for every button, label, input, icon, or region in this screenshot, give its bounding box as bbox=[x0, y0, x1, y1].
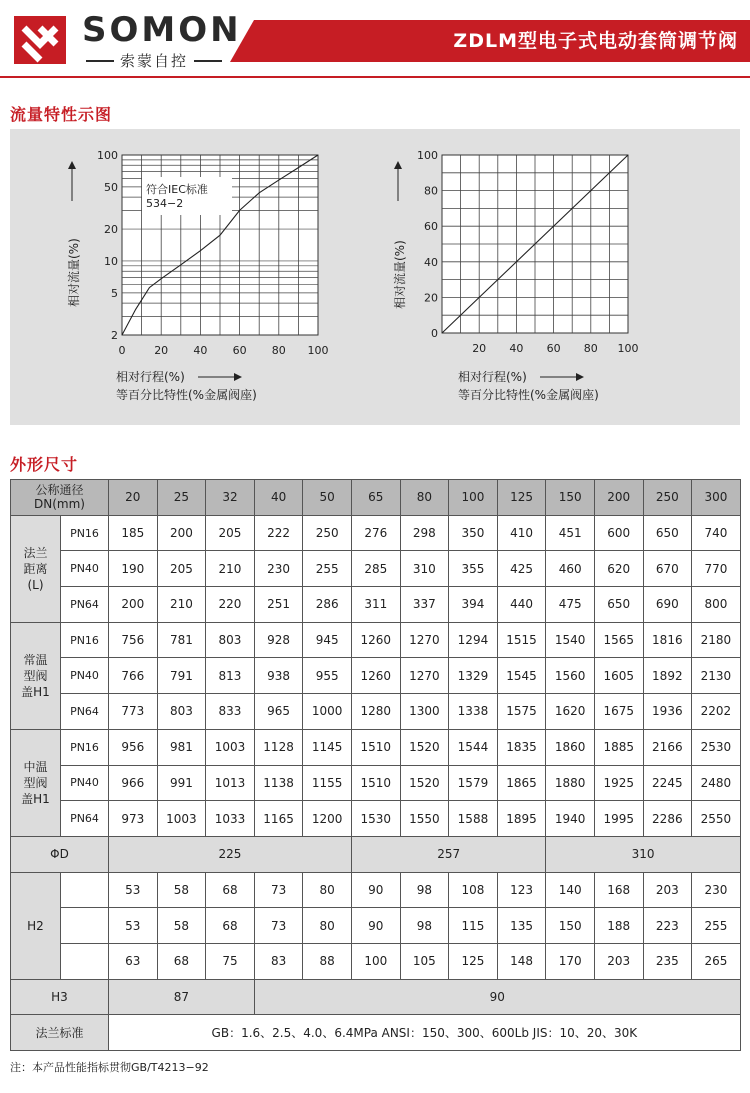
pressure-class: PN64 bbox=[61, 694, 109, 730]
chart1-y-tick: 2 bbox=[111, 329, 118, 342]
table-cell: 966 bbox=[109, 765, 158, 801]
chart1-x-tick: 80 bbox=[271, 344, 286, 357]
table-cell: 200 bbox=[157, 515, 206, 551]
table-cell: 98 bbox=[400, 872, 449, 908]
table-cell: 650 bbox=[643, 515, 692, 551]
h2-row bbox=[11, 943, 741, 979]
table-cell: 210 bbox=[206, 551, 255, 587]
table-cell: 833 bbox=[206, 694, 255, 730]
dn-header-cell: 80 bbox=[400, 480, 449, 516]
chart2-x-tick: 40 bbox=[509, 342, 524, 355]
chart1-x-label: 相对行程(%) bbox=[116, 370, 185, 384]
dn-header-label: 公称通径 DN(mm) bbox=[11, 480, 109, 516]
table-cell: 991 bbox=[157, 765, 206, 801]
table-cell: 1545 bbox=[497, 658, 546, 694]
dn-header-cell: 250 bbox=[643, 480, 692, 516]
table-cell: 1155 bbox=[303, 765, 352, 801]
table-cell: 222 bbox=[254, 515, 303, 551]
pressure-class: PN16 bbox=[61, 622, 109, 658]
table-cell: 1280 bbox=[351, 694, 400, 730]
table-cell: 203 bbox=[643, 872, 692, 908]
h3-label: H3 bbox=[11, 979, 109, 1015]
brand-subtitle-text: 索蒙自控 bbox=[120, 52, 189, 70]
group-label: 中温 型阀 盖H1 bbox=[11, 729, 61, 836]
table-cell: 803 bbox=[206, 622, 255, 658]
pressure-class: PN40 bbox=[61, 765, 109, 801]
table-cell: 203 bbox=[594, 943, 643, 979]
phi-d-value: 310 bbox=[546, 836, 740, 872]
table-cell: 58 bbox=[157, 872, 206, 908]
flange-value: GB：1.6、2.5、4.0、6.4MPa ANSI：150、300、600Lb JIS：10、20、30K bbox=[109, 1015, 741, 1051]
divider bbox=[194, 60, 222, 62]
table-cell: 965 bbox=[254, 694, 303, 730]
table-cell: 1588 bbox=[449, 801, 498, 837]
divider bbox=[86, 60, 114, 62]
table-cell: 766 bbox=[109, 658, 158, 694]
table-cell: 2166 bbox=[643, 729, 692, 765]
table-cell: 190 bbox=[109, 551, 158, 587]
table-cell: 1200 bbox=[303, 801, 352, 837]
h3-row bbox=[11, 979, 741, 1015]
chart2-y-label: 相对流量(%) bbox=[393, 240, 407, 309]
chart2-y-tick: 100 bbox=[417, 149, 438, 162]
table-cell: 83 bbox=[254, 943, 303, 979]
table-cell: 2286 bbox=[643, 801, 692, 837]
phi-d-value: 225 bbox=[109, 836, 352, 872]
somon-logo-icon bbox=[10, 14, 70, 66]
table-cell: 1885 bbox=[594, 729, 643, 765]
table-cell: 440 bbox=[497, 587, 546, 623]
table-cell: 337 bbox=[400, 587, 449, 623]
table-cell: 956 bbox=[109, 729, 158, 765]
table-cell: 298 bbox=[400, 515, 449, 551]
table-cell: 1995 bbox=[594, 801, 643, 837]
table-cell: 1003 bbox=[157, 801, 206, 837]
table-cell: 68 bbox=[206, 872, 255, 908]
table-cell: 1329 bbox=[449, 658, 498, 694]
table-cell: 1865 bbox=[497, 765, 546, 801]
table-cell: 620 bbox=[594, 551, 643, 587]
table-cell: 1540 bbox=[546, 622, 595, 658]
table-cell: 170 bbox=[546, 943, 595, 979]
table-cell: 255 bbox=[692, 908, 741, 944]
table-cell: 1003 bbox=[206, 729, 255, 765]
table-row bbox=[11, 587, 741, 623]
chart2-y-tick: 80 bbox=[424, 184, 438, 198]
table-cell: 451 bbox=[546, 515, 595, 551]
table-cell: 125 bbox=[449, 943, 498, 979]
chart1-x-tick: 0 bbox=[118, 344, 126, 357]
table-cell: 210 bbox=[157, 587, 206, 623]
table-cell: 286 bbox=[303, 587, 352, 623]
group-label: 法兰 距离 (L) bbox=[11, 515, 61, 622]
table-cell: 1550 bbox=[400, 801, 449, 837]
table-cell: 1560 bbox=[546, 658, 595, 694]
chart2-x-label: 相对行程(%) bbox=[458, 370, 527, 384]
dn-header-cell: 20 bbox=[109, 480, 158, 516]
table-cell: 220 bbox=[206, 587, 255, 623]
table-cell: 123 bbox=[497, 872, 546, 908]
table-cell: 88 bbox=[303, 943, 352, 979]
chart2-x-tick: 80 bbox=[583, 342, 598, 355]
table-cell: 1128 bbox=[254, 729, 303, 765]
table-cell: 75 bbox=[206, 943, 255, 979]
brand-name: SOMON bbox=[82, 10, 242, 50]
table-cell: 350 bbox=[449, 515, 498, 551]
flow-section-title: 流量特性示图 bbox=[10, 105, 113, 124]
table-cell: 250 bbox=[303, 515, 352, 551]
table-cell: 1338 bbox=[449, 694, 498, 730]
table-cell: 1013 bbox=[206, 765, 255, 801]
table-row bbox=[11, 729, 741, 765]
chart2-x-tick: 100 bbox=[617, 342, 639, 355]
phi-d-value: 257 bbox=[351, 836, 545, 872]
dn-header-cell: 100 bbox=[449, 480, 498, 516]
flange-label: 法兰标准 bbox=[11, 1015, 109, 1051]
table-cell: 945 bbox=[303, 622, 352, 658]
h2-row bbox=[11, 908, 741, 944]
dn-header-cell: 200 bbox=[594, 480, 643, 516]
chart1-y-label: 相对流量(%) bbox=[67, 238, 81, 307]
table-cell: 1925 bbox=[594, 765, 643, 801]
chart2-y-tick: 60 bbox=[424, 220, 438, 234]
table-cell: 276 bbox=[351, 515, 400, 551]
table-cell: 73 bbox=[254, 872, 303, 908]
table-cell: 955 bbox=[303, 658, 352, 694]
chart1-y-tick: 20 bbox=[104, 223, 118, 237]
h2-row bbox=[11, 872, 741, 908]
chart2-y-tick: 40 bbox=[424, 255, 438, 269]
table-cell: 1033 bbox=[206, 801, 255, 837]
table-cell: 1000 bbox=[303, 694, 352, 730]
chart1-y-tick: 100 bbox=[97, 149, 118, 162]
table-cell: 1880 bbox=[546, 765, 595, 801]
chart1-caption: 等百分比特性(%金属阀座) bbox=[116, 388, 257, 402]
table-cell: 1940 bbox=[546, 801, 595, 837]
table-cell: 311 bbox=[351, 587, 400, 623]
chart1-y-tick: 5 bbox=[111, 286, 118, 300]
table-row bbox=[11, 551, 741, 587]
table-cell: 1936 bbox=[643, 694, 692, 730]
product-title: ZDLM型电子式电动套筒调节阀 bbox=[254, 20, 750, 62]
table-cell: 1835 bbox=[497, 729, 546, 765]
table-cell: 1270 bbox=[400, 658, 449, 694]
table-cell: 756 bbox=[109, 622, 158, 658]
table-cell: 394 bbox=[449, 587, 498, 623]
dimension-table bbox=[10, 479, 741, 1051]
table-cell: 981 bbox=[157, 729, 206, 765]
table-cell: 773 bbox=[109, 694, 158, 730]
table-cell: 1300 bbox=[400, 694, 449, 730]
dn-header-cell: 25 bbox=[157, 480, 206, 516]
table-cell: 53 bbox=[109, 872, 158, 908]
table-cell: 135 bbox=[497, 908, 546, 944]
pressure-class: PN16 bbox=[61, 515, 109, 551]
table-cell: 1892 bbox=[643, 658, 692, 694]
group-label: 常温 型阀 盖H1 bbox=[11, 622, 61, 729]
table-cell: 1605 bbox=[594, 658, 643, 694]
table-cell: 205 bbox=[206, 515, 255, 551]
table-cell: 1260 bbox=[351, 658, 400, 694]
table-row bbox=[11, 515, 741, 551]
table-cell: 1145 bbox=[303, 729, 352, 765]
table-cell: 205 bbox=[157, 551, 206, 587]
dn-header-cell: 150 bbox=[546, 480, 595, 516]
h2-blank-cell bbox=[61, 943, 109, 979]
dn-header-cell: 65 bbox=[351, 480, 400, 516]
table-cell: 2530 bbox=[692, 729, 741, 765]
table-cell: 108 bbox=[449, 872, 498, 908]
table-cell: 1294 bbox=[449, 622, 498, 658]
dn-header-cell: 32 bbox=[206, 480, 255, 516]
table-cell: 251 bbox=[254, 587, 303, 623]
table-cell: 781 bbox=[157, 622, 206, 658]
table-cell: 168 bbox=[594, 872, 643, 908]
table-row bbox=[11, 694, 741, 730]
table-cell: 938 bbox=[254, 658, 303, 694]
table-cell: 1270 bbox=[400, 622, 449, 658]
table-cell: 235 bbox=[643, 943, 692, 979]
chart2-y-tick: 0 bbox=[431, 327, 438, 340]
pressure-class: PN64 bbox=[61, 801, 109, 837]
table-cell: 53 bbox=[109, 908, 158, 944]
table-cell: 1510 bbox=[351, 765, 400, 801]
h3-value: 90 bbox=[254, 979, 740, 1015]
table-cell: 1165 bbox=[254, 801, 303, 837]
footnote: 注：本产品性能指标贯彻GB/T4213−92 bbox=[10, 1061, 209, 1074]
dn-header-cell: 50 bbox=[303, 480, 352, 516]
table-cell: 148 bbox=[497, 943, 546, 979]
chart1-y-tick: 10 bbox=[104, 254, 118, 268]
table-cell: 1510 bbox=[351, 729, 400, 765]
table-cell: 1620 bbox=[546, 694, 595, 730]
table-cell: 188 bbox=[594, 908, 643, 944]
table-cell: 100 bbox=[351, 943, 400, 979]
table-cell: 2245 bbox=[643, 765, 692, 801]
table-cell: 791 bbox=[157, 658, 206, 694]
h2-blank-cell bbox=[61, 908, 109, 944]
table-cell: 285 bbox=[351, 551, 400, 587]
table-cell: 2202 bbox=[692, 694, 741, 730]
table-cell: 1565 bbox=[594, 622, 643, 658]
chart1-annotation-line1: 符合IEC标准 bbox=[146, 183, 208, 196]
table-cell: 770 bbox=[692, 551, 741, 587]
table-cell: 1138 bbox=[254, 765, 303, 801]
table-cell: 115 bbox=[449, 908, 498, 944]
table-row bbox=[11, 801, 741, 837]
chart2-x-arrowhead bbox=[576, 373, 584, 381]
table-cell: 475 bbox=[546, 587, 595, 623]
table-cell: 255 bbox=[303, 551, 352, 587]
table-cell: 90 bbox=[351, 872, 400, 908]
phi-d-label: ΦD bbox=[11, 836, 109, 872]
flow-charts-panel bbox=[10, 129, 740, 425]
table-cell: 600 bbox=[594, 515, 643, 551]
table-cell: 185 bbox=[109, 515, 158, 551]
table-cell: 813 bbox=[206, 658, 255, 694]
table-cell: 105 bbox=[400, 943, 449, 979]
table-cell: 2480 bbox=[692, 765, 741, 801]
chart1-x-tick: 60 bbox=[232, 344, 247, 357]
table-cell: 310 bbox=[400, 551, 449, 587]
dn-header-cell: 125 bbox=[497, 480, 546, 516]
dn-header-cell: 300 bbox=[692, 480, 741, 516]
table-cell: 58 bbox=[157, 908, 206, 944]
chart1-x-tick: 20 bbox=[154, 344, 169, 357]
table-cell: 1515 bbox=[497, 622, 546, 658]
table-cell: 1260 bbox=[351, 622, 400, 658]
chart1-y-arrowhead bbox=[68, 161, 76, 169]
table-row bbox=[11, 622, 741, 658]
chart2-x-tick: 60 bbox=[546, 342, 561, 355]
table-cell: 223 bbox=[643, 908, 692, 944]
table-row bbox=[11, 765, 741, 801]
chart2-caption: 等百分比特性(%金属阀座) bbox=[458, 388, 599, 402]
chart2-y-arrowhead bbox=[394, 161, 402, 169]
table-cell: 2550 bbox=[692, 801, 741, 837]
chart1-y-tick: 50 bbox=[104, 180, 118, 194]
table-cell: 1675 bbox=[594, 694, 643, 730]
flange-row bbox=[11, 1015, 741, 1051]
table-cell: 230 bbox=[692, 872, 741, 908]
h2-blank-cell bbox=[61, 872, 109, 908]
table-cell: 63 bbox=[109, 943, 158, 979]
pressure-class: PN40 bbox=[61, 658, 109, 694]
table-row bbox=[11, 658, 741, 694]
dims-section-title: 外形尺寸 bbox=[10, 455, 79, 474]
table-cell: 410 bbox=[497, 515, 546, 551]
chart1-annotation-line2: 534−2 bbox=[146, 197, 184, 210]
table-cell: 1520 bbox=[400, 765, 449, 801]
flow-charts bbox=[10, 129, 740, 425]
table-cell: 1575 bbox=[497, 694, 546, 730]
table-cell: 928 bbox=[254, 622, 303, 658]
table-cell: 80 bbox=[303, 908, 352, 944]
table-cell: 1895 bbox=[497, 801, 546, 837]
table-cell: 460 bbox=[546, 551, 595, 587]
chart2-x-tick: 20 bbox=[472, 342, 487, 355]
table-cell: 140 bbox=[546, 872, 595, 908]
table-cell: 1520 bbox=[400, 729, 449, 765]
table-header-row bbox=[11, 480, 741, 516]
table-cell: 150 bbox=[546, 908, 595, 944]
dn-header-cell: 40 bbox=[254, 480, 303, 516]
table-cell: 230 bbox=[254, 551, 303, 587]
table-cell: 973 bbox=[109, 801, 158, 837]
chart1-x-tick: 40 bbox=[193, 344, 208, 357]
page-header bbox=[0, 0, 750, 78]
table-cell: 1579 bbox=[449, 765, 498, 801]
phi-d-row bbox=[11, 836, 741, 872]
brand-subtitle bbox=[86, 50, 222, 71]
table-cell: 80 bbox=[303, 872, 352, 908]
chart1-x-arrowhead bbox=[234, 373, 242, 381]
table-cell: 68 bbox=[157, 943, 206, 979]
table-cell: 98 bbox=[400, 908, 449, 944]
h2-label: H2 bbox=[11, 872, 61, 979]
pressure-class: PN64 bbox=[61, 587, 109, 623]
table-cell: 800 bbox=[692, 587, 741, 623]
table-cell: 803 bbox=[157, 694, 206, 730]
table-cell: 265 bbox=[692, 943, 741, 979]
pressure-class: PN40 bbox=[61, 551, 109, 587]
table-cell: 1816 bbox=[643, 622, 692, 658]
table-cell: 670 bbox=[643, 551, 692, 587]
table-cell: 90 bbox=[351, 908, 400, 944]
pressure-class: PN16 bbox=[61, 729, 109, 765]
table-cell: 650 bbox=[594, 587, 643, 623]
table-cell: 68 bbox=[206, 908, 255, 944]
table-cell: 1544 bbox=[449, 729, 498, 765]
table-cell: 740 bbox=[692, 515, 741, 551]
table-cell: 73 bbox=[254, 908, 303, 944]
table-cell: 200 bbox=[109, 587, 158, 623]
table-cell: 690 bbox=[643, 587, 692, 623]
table-cell: 2130 bbox=[692, 658, 741, 694]
table-cell: 1860 bbox=[546, 729, 595, 765]
chart1-x-tick: 100 bbox=[307, 344, 329, 357]
h3-value: 87 bbox=[109, 979, 255, 1015]
chart2-y-tick: 20 bbox=[424, 291, 438, 305]
header-rule bbox=[0, 76, 750, 78]
table-cell: 2180 bbox=[692, 622, 741, 658]
table-cell: 355 bbox=[449, 551, 498, 587]
table-cell: 425 bbox=[497, 551, 546, 587]
table-cell: 1530 bbox=[351, 801, 400, 837]
dimension-table-wrap bbox=[10, 479, 740, 1051]
